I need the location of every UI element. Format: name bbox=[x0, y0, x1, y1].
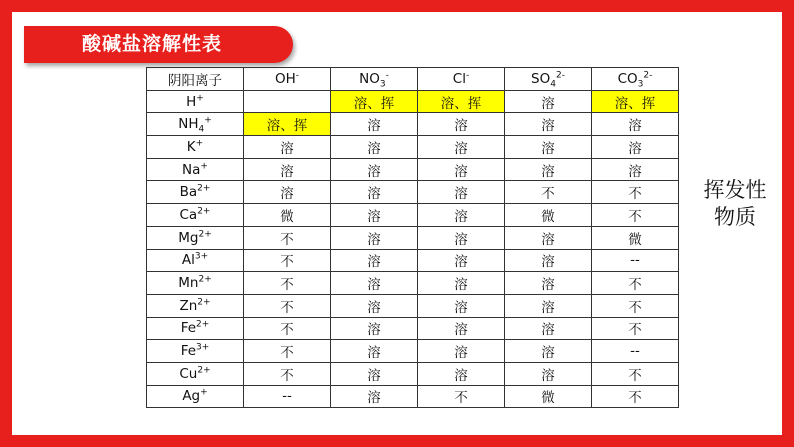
solubility-cell: 不 bbox=[244, 249, 331, 272]
cation-header bbox=[147, 249, 244, 272]
solubility-cell: 溶 bbox=[244, 136, 331, 159]
ion-symbol: Ag bbox=[182, 388, 201, 405]
title-banner bbox=[24, 26, 293, 63]
volatile-note-line1: 挥发性 bbox=[703, 178, 767, 202]
solubility-cell: 不 bbox=[592, 362, 679, 385]
solubility-cell: 溶 bbox=[331, 385, 418, 408]
solubility-cell: 溶 bbox=[244, 158, 331, 181]
solubility-table bbox=[146, 67, 679, 408]
ion-symbol: Cu bbox=[179, 365, 198, 382]
solubility-cell: 溶 bbox=[331, 249, 418, 272]
solubility-cell: 溶 bbox=[592, 136, 679, 159]
solubility-cell: 不 bbox=[592, 317, 679, 340]
solubility-cell: 不 bbox=[244, 340, 331, 363]
ion-charge: 3+ bbox=[196, 342, 210, 353]
solubility-cell: 溶 bbox=[418, 226, 505, 249]
ion-charge: 2+ bbox=[197, 206, 211, 217]
table-body bbox=[147, 90, 679, 408]
solubility-cell: 溶 bbox=[418, 158, 505, 181]
ion-symbol: CO bbox=[617, 70, 638, 87]
cation-header bbox=[147, 158, 244, 181]
cation-header bbox=[147, 113, 244, 136]
cation-header bbox=[147, 340, 244, 363]
solubility-cell: 溶 bbox=[331, 136, 418, 159]
solubility-cell: 溶 bbox=[331, 181, 418, 204]
solubility-cell: 溶 bbox=[418, 294, 505, 317]
ion-charge: 3+ bbox=[194, 251, 209, 262]
ion-symbol: Mg bbox=[178, 229, 199, 246]
ion-symbol: Fe bbox=[180, 320, 197, 337]
ion-symbol: Na bbox=[182, 161, 201, 178]
solubility-cell: 溶 bbox=[505, 362, 592, 385]
solubility-cell: 不 bbox=[505, 181, 592, 204]
solubility-cell: 不 bbox=[592, 204, 679, 227]
ion-charge: + bbox=[200, 387, 208, 398]
table-row bbox=[147, 136, 679, 159]
solubility-cell: 溶 bbox=[418, 181, 505, 204]
solubility-cell: 溶 bbox=[331, 226, 418, 249]
volatile-note-line2: 物质 bbox=[714, 205, 756, 229]
solubility-cell: 不 bbox=[244, 362, 331, 385]
solubility-cell: 溶 bbox=[592, 113, 679, 136]
solubility-cell: 溶 bbox=[505, 226, 592, 249]
volatile-note bbox=[690, 177, 780, 231]
cation-header bbox=[147, 317, 244, 340]
solubility-cell: 溶 bbox=[418, 272, 505, 295]
table-row bbox=[147, 317, 679, 340]
solubility-cell: 溶 bbox=[505, 317, 592, 340]
ion-subscript: 3 bbox=[379, 79, 386, 90]
solubility-cell: 溶 bbox=[505, 249, 592, 272]
solubility-cell: 溶 bbox=[331, 340, 418, 363]
ion-charge: - bbox=[295, 70, 300, 81]
ion-charge: - bbox=[465, 70, 470, 81]
cation-header bbox=[147, 136, 244, 159]
solubility-cell: 不 bbox=[592, 272, 679, 295]
ion-symbol: Ca bbox=[179, 206, 198, 223]
cation-header bbox=[147, 385, 244, 408]
table-row bbox=[147, 385, 679, 408]
ion-charge: + bbox=[204, 115, 212, 126]
solubility-cell: 溶 bbox=[505, 90, 592, 113]
solubility-cell: 溶 bbox=[244, 181, 331, 204]
ion-subscript: 4 bbox=[198, 124, 205, 135]
solubility-cell: 溶 bbox=[592, 158, 679, 181]
ion-charge: 2+ bbox=[198, 274, 212, 285]
solubility-cell: 不 bbox=[592, 385, 679, 408]
ion-symbol: Cl bbox=[452, 70, 466, 87]
table-row bbox=[147, 113, 679, 136]
ion-symbol: Mn bbox=[178, 275, 199, 292]
ion-charge: 2- bbox=[555, 70, 565, 81]
solubility-cell bbox=[244, 90, 331, 113]
cation-header bbox=[147, 362, 244, 385]
solubility-cell: 溶 bbox=[418, 204, 505, 227]
ion-subscript: 3 bbox=[637, 79, 644, 90]
solubility-cell: 溶 bbox=[505, 340, 592, 363]
anion-header bbox=[418, 68, 505, 91]
solubility-cell: 溶 bbox=[331, 113, 418, 136]
ion-charge: 2+ bbox=[197, 297, 211, 308]
anion-header bbox=[505, 68, 592, 91]
ion-symbol: Fe bbox=[180, 343, 197, 360]
ion-symbol: NH bbox=[178, 116, 199, 133]
ion-symbol: K bbox=[186, 138, 196, 155]
solubility-cell: 溶 bbox=[418, 136, 505, 159]
solubility-cell: 溶 bbox=[505, 272, 592, 295]
table-row bbox=[147, 204, 679, 227]
cation-header bbox=[147, 294, 244, 317]
page-title: 酸碱盐溶解性表 bbox=[82, 33, 223, 55]
solubility-cell: 溶 bbox=[331, 204, 418, 227]
solubility-cell: 溶 bbox=[418, 249, 505, 272]
cation-header bbox=[147, 181, 244, 204]
solubility-cell: 溶、挥 bbox=[418, 90, 505, 113]
ion-charge: 2+ bbox=[198, 229, 212, 240]
table-row bbox=[147, 158, 679, 181]
slide bbox=[12, 12, 782, 435]
ion-charge: 2+ bbox=[197, 183, 211, 194]
corner-header: 阴阳离子 bbox=[147, 68, 244, 91]
solubility-cell: 溶 bbox=[331, 158, 418, 181]
cation-header bbox=[147, 204, 244, 227]
table-row bbox=[147, 362, 679, 385]
solubility-cell: 溶 bbox=[505, 158, 592, 181]
anion-header bbox=[331, 68, 418, 91]
ion-symbol: Ba bbox=[179, 184, 198, 201]
table-row bbox=[147, 340, 679, 363]
solubility-cell: 溶 bbox=[331, 294, 418, 317]
cation-header bbox=[147, 272, 244, 295]
solubility-cell: 不 bbox=[592, 294, 679, 317]
table-row bbox=[147, 249, 679, 272]
table-row bbox=[147, 294, 679, 317]
ion-charge: 2- bbox=[643, 70, 653, 81]
anion-header bbox=[592, 68, 679, 91]
cation-header bbox=[147, 226, 244, 249]
table-row bbox=[147, 90, 679, 113]
solubility-cell: -- bbox=[592, 340, 679, 363]
solubility-cell: 微 bbox=[505, 204, 592, 227]
solubility-cell: 溶 bbox=[505, 113, 592, 136]
table-header-row bbox=[147, 68, 679, 91]
solubility-cell: 微 bbox=[592, 226, 679, 249]
solubility-cell: 溶 bbox=[418, 317, 505, 340]
table-row bbox=[147, 226, 679, 249]
solubility-cell: 不 bbox=[418, 385, 505, 408]
solubility-cell: 不 bbox=[244, 294, 331, 317]
ion-charge: - bbox=[385, 70, 389, 81]
solubility-cell: 不 bbox=[244, 272, 331, 295]
solubility-cell: 不 bbox=[592, 181, 679, 204]
solubility-cell: 溶 bbox=[418, 113, 505, 136]
solubility-cell: 溶 bbox=[331, 362, 418, 385]
ion-symbol: NO bbox=[359, 70, 380, 87]
ion-symbol: H bbox=[186, 93, 197, 110]
ion-charge: + bbox=[200, 161, 208, 172]
solubility-cell: 不 bbox=[244, 317, 331, 340]
ion-symbol: Zn bbox=[179, 297, 198, 314]
ion-charge: 2+ bbox=[196, 319, 210, 330]
anion-header bbox=[244, 68, 331, 91]
solubility-cell: 微 bbox=[505, 385, 592, 408]
solubility-cell: 溶 bbox=[331, 317, 418, 340]
solubility-cell: 不 bbox=[244, 226, 331, 249]
ion-symbol: SO bbox=[531, 70, 551, 87]
solubility-cell: -- bbox=[244, 385, 331, 408]
ion-symbol: Al bbox=[181, 252, 195, 269]
solubility-cell: 微 bbox=[244, 204, 331, 227]
solubility-cell: 溶 bbox=[331, 272, 418, 295]
table-row bbox=[147, 272, 679, 295]
ion-charge: 2+ bbox=[197, 365, 211, 376]
table-row bbox=[147, 181, 679, 204]
solubility-cell: 溶 bbox=[505, 136, 592, 159]
ion-charge: + bbox=[196, 93, 204, 104]
solubility-cell: 溶、挥 bbox=[592, 90, 679, 113]
cation-header bbox=[147, 90, 244, 113]
ion-subscript: 4 bbox=[550, 79, 556, 90]
ion-charge: + bbox=[195, 138, 204, 149]
solubility-cell: 溶 bbox=[418, 340, 505, 363]
ion-symbol: OH bbox=[274, 70, 296, 87]
solubility-cell: 溶 bbox=[505, 294, 592, 317]
solubility-cell: -- bbox=[592, 249, 679, 272]
solubility-cell: 溶 bbox=[418, 362, 505, 385]
solubility-cell: 溶、挥 bbox=[244, 113, 331, 136]
solubility-cell: 溶、挥 bbox=[331, 90, 418, 113]
